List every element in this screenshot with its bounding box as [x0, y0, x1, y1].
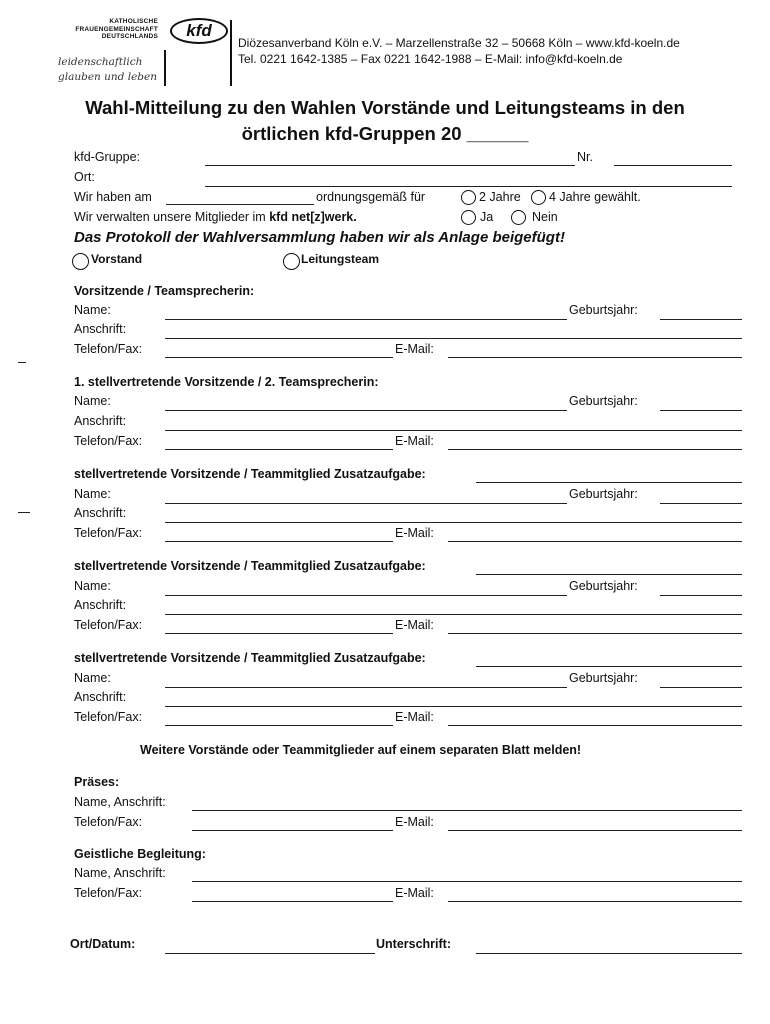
unterschrift-label: Unterschrift: — [376, 937, 452, 951]
further-members-note: Weitere Vorstände oder Teammitglieder auf einem separaten Blatt melden! — [140, 743, 582, 757]
email-label: E-Mail: — [395, 886, 434, 900]
telefon-label: Telefon/Fax: — [74, 886, 143, 900]
logo-divider — [164, 50, 166, 86]
telefon-field[interactable] — [165, 541, 393, 542]
anschrift-label: Anschrift: — [74, 414, 127, 428]
logo-line-1: KATHOLISCHE — [109, 18, 158, 25]
geburtsjahr-label: Geburtsjahr: — [569, 303, 638, 317]
geistliche-telefon-field[interactable] — [192, 901, 393, 902]
geburtsjahr-field[interactable] — [660, 687, 742, 688]
radio-2-jahre[interactable] — [461, 190, 476, 205]
anschrift-label: Anschrift: — [74, 322, 127, 336]
group-label: kfd-Gruppe: — [74, 150, 141, 164]
anschrift-field[interactable] — [165, 706, 742, 707]
page-title-line-2: örtlichen kfd-Gruppen 20 ______ — [241, 123, 529, 144]
anschrift-label: Anschrift: — [74, 506, 127, 520]
telefon-label: Telefon/Fax: — [74, 342, 143, 356]
nr-field[interactable] — [614, 165, 732, 166]
email-label: E-Mail: — [395, 710, 434, 724]
slogan-line-1: leidenschaftlich — [58, 56, 143, 68]
email-label: E-Mail: — [395, 434, 434, 448]
email-field[interactable] — [448, 357, 742, 358]
radio-4-jahre[interactable] — [531, 190, 546, 205]
praeses-email-field[interactable] — [448, 830, 742, 831]
ort-datum-field[interactable] — [165, 953, 375, 954]
name-label: Name: — [74, 394, 111, 408]
telefon-label: Telefon/Fax: — [74, 618, 143, 632]
name-label: Name: — [74, 303, 111, 317]
protokoll-note: Das Protokoll der Wahlversammlung haben wir als Anlage beigefügt! — [74, 229, 565, 246]
address-line-1: Diözesanverband Köln e.V. – Marzellenstraße 32 – 50668 Köln – www.kfd-koeln.de — [238, 36, 680, 50]
telefon-label: Telefon/Fax: — [74, 526, 143, 540]
ordnungsgemaess-label: ordnungsgemäß für — [316, 190, 426, 204]
telefon-field[interactable] — [165, 633, 393, 634]
verwalten-bold: kfd net[z]werk. — [269, 210, 357, 224]
kfd-logo: kfd — [170, 18, 228, 44]
slogan-line-2: glauben und leben — [58, 71, 157, 83]
anschrift-label: Anschrift: — [74, 598, 127, 612]
telefon-label: Telefon/Fax: — [74, 710, 143, 724]
verwalten-prefix: Wir verwalten unsere Mitglieder im — [74, 210, 266, 224]
option-nein-label: Nein — [532, 210, 558, 224]
group-field[interactable] — [205, 165, 575, 166]
name-field[interactable] — [165, 687, 567, 688]
telefon-field[interactable] — [165, 357, 393, 358]
name-anschrift-label: Name, Anschrift: — [74, 866, 166, 880]
geburtsjahr-field[interactable] — [660, 503, 742, 504]
margin-mark — [18, 362, 26, 363]
option-ja-label: Ja — [480, 210, 494, 224]
radio-vorstand[interactable] — [72, 253, 89, 270]
telefon-label: Telefon/Fax: — [74, 815, 143, 829]
section-heading: stellvertretende Vorsitzende / Teammitglied Zusatzaufgabe: — [74, 559, 426, 573]
name-field[interactable] — [165, 410, 567, 411]
logo-line-2: FRAUENGEMEINSCHAFT — [75, 25, 158, 33]
address-line-2: Tel. 0221 1642-1385 – Fax 0221 1642-1988 – E-Mail: info@kfd-koeln.de — [238, 52, 623, 66]
zusatzaufgabe-field[interactable] — [476, 666, 742, 667]
ort-field[interactable] — [205, 186, 732, 187]
geburtsjahr-field[interactable] — [660, 410, 742, 411]
verwalten-text — [74, 210, 357, 224]
section-heading: 1. stellvertretende Vorsitzende / 2. Teamsprecherin: — [74, 375, 379, 389]
name-label: Name: — [74, 487, 111, 501]
email-field[interactable] — [448, 725, 742, 726]
name-anschrift-label: Name, Anschrift: — [74, 795, 166, 809]
telefon-field[interactable] — [165, 725, 393, 726]
name-label: Name: — [74, 579, 111, 593]
email-field[interactable] — [448, 449, 742, 450]
logo-line-3: DEUTSCHLANDS — [101, 33, 158, 40]
email-field[interactable] — [448, 541, 742, 542]
geburtsjahr-label: Geburtsjahr: — [569, 579, 638, 593]
section-heading: stellvertretende Vorsitzende / Teammitglied Zusatzaufgabe: — [74, 467, 426, 481]
praeses-name-anschrift-field[interactable] — [192, 810, 742, 811]
geistliche-email-field[interactable] — [448, 901, 742, 902]
radio-ja[interactable] — [461, 210, 476, 225]
option-vorstand-label: Vorstand — [91, 252, 143, 266]
geburtsjahr-label: Geburtsjahr: — [569, 394, 638, 408]
anschrift-field[interactable] — [165, 614, 742, 615]
date-field[interactable] — [166, 204, 314, 205]
name-field[interactable] — [165, 503, 567, 504]
praeses-telefon-field[interactable] — [192, 830, 393, 831]
ort-datum-label: Ort/Datum: — [70, 937, 136, 951]
unterschrift-field[interactable] — [476, 953, 742, 954]
margin-mark — [18, 512, 30, 513]
telefon-field[interactable] — [165, 449, 393, 450]
anschrift-field[interactable] — [165, 522, 742, 523]
praeses-heading: Präses: — [74, 775, 120, 789]
geburtsjahr-field[interactable] — [660, 595, 742, 596]
wir-haben-am-label: Wir haben am — [74, 190, 152, 204]
email-label: E-Mail: — [395, 618, 434, 632]
email-field[interactable] — [448, 633, 742, 634]
geburtsjahr-label: Geburtsjahr: — [569, 671, 638, 685]
option-2-jahre-label: 2 Jahre — [479, 190, 521, 204]
option-leitungsteam-label: Leitungsteam — [301, 252, 380, 266]
name-label: Name: — [74, 671, 111, 685]
logo-organisation-text — [70, 18, 158, 41]
page-title-line-1: Wahl-Mitteilung zu den Wahlen Vorstände und Leitungsteams in den — [85, 97, 685, 118]
header-divider — [230, 20, 232, 86]
radio-nein[interactable] — [511, 210, 526, 225]
anschrift-field[interactable] — [165, 338, 742, 339]
anschrift-field[interactable] — [165, 430, 742, 431]
name-field[interactable] — [165, 319, 567, 320]
email-label: E-Mail: — [395, 526, 434, 540]
geistliche-heading: Geistliche Begleitung: — [74, 847, 206, 861]
email-label: E-Mail: — [395, 342, 434, 356]
geburtsjahr-field[interactable] — [660, 319, 742, 320]
zusatzaufgabe-field[interactable] — [476, 482, 742, 483]
anschrift-label: Anschrift: — [74, 690, 127, 704]
geburtsjahr-label: Geburtsjahr: — [569, 487, 638, 501]
section-heading: Vorsitzende / Teamsprecherin: — [74, 284, 255, 298]
telefon-label: Telefon/Fax: — [74, 434, 143, 448]
email-label: E-Mail: — [395, 815, 434, 829]
geistliche-name-anschrift-field[interactable] — [192, 881, 742, 882]
zusatzaufgabe-field[interactable] — [476, 574, 742, 575]
radio-leitungsteam[interactable] — [283, 253, 300, 270]
name-field[interactable] — [165, 595, 567, 596]
nr-label: Nr. — [577, 150, 593, 164]
ort-label: Ort: — [74, 170, 95, 184]
option-4-jahre-label: 4 Jahre gewählt. — [549, 190, 641, 204]
section-heading: stellvertretende Vorsitzende / Teammitglied Zusatzaufgabe: — [74, 651, 426, 665]
